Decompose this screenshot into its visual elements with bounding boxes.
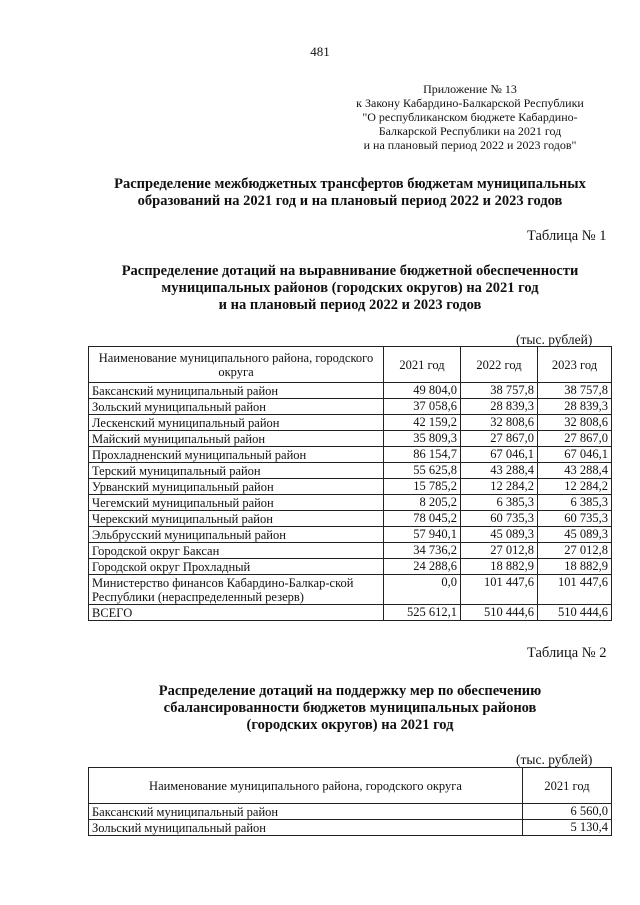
amount-2022: 101 447,6 xyxy=(461,575,538,605)
amount-2021: 8 205,2 xyxy=(384,495,461,511)
main-title-line: образований на 2021 год и на плановый период 2022 и 2023 годов xyxy=(137,193,563,209)
table1-total-row xyxy=(89,605,612,621)
table-row xyxy=(89,463,612,479)
region-name: Терский муниципальный район xyxy=(89,463,384,479)
amount-2023: 60 735,3 xyxy=(538,511,612,527)
page-number: 481 xyxy=(310,44,330,59)
amount-2023: 27 867,0 xyxy=(538,431,612,447)
amount-2022: 38 757,8 xyxy=(461,383,538,399)
region-name: Урванский муниципальный район xyxy=(89,479,384,495)
amount-2023: 28 839,3 xyxy=(538,399,612,415)
region-name: Прохладненский муниципальный район xyxy=(89,447,384,463)
amount-2022: 67 046,1 xyxy=(461,447,538,463)
amount-2021: 5 130,4 xyxy=(523,820,612,836)
region-name: Городской округ Баксан xyxy=(89,543,384,559)
amount-2021: 49 804,0 xyxy=(384,383,461,399)
appendix-reference xyxy=(330,82,610,152)
table-row xyxy=(89,511,612,527)
table-row xyxy=(89,543,612,559)
amount-2023: 45 089,3 xyxy=(538,527,612,543)
table-row xyxy=(89,415,612,431)
main-title xyxy=(60,176,640,210)
region-name: Зольский муниципальный район xyxy=(89,399,384,415)
table1-title-line: муниципальных районов (городских округов) на 2021 год xyxy=(161,280,539,296)
amount-2022: 6 385,3 xyxy=(461,495,538,511)
amount-2021: 37 058,6 xyxy=(384,399,461,415)
table-row xyxy=(89,479,612,495)
table1-header-2022: 2022 год xyxy=(461,347,538,383)
table1-header-2021: 2021 год xyxy=(384,347,461,383)
amount-2023: 27 012,8 xyxy=(538,543,612,559)
table2-header-name: Наименование муниципального района, городского округа xyxy=(89,768,523,804)
amount-2022: 32 808,6 xyxy=(461,415,538,431)
amount-2023: 101 447,6 xyxy=(538,575,612,605)
amount-2021: 34 736,2 xyxy=(384,543,461,559)
amount-2022: 12 284,2 xyxy=(461,479,538,495)
region-name: Лескенский муниципальный район xyxy=(89,415,384,431)
region-name: Эльбрусский муниципальный район xyxy=(89,527,384,543)
amount-2022: 43 288,4 xyxy=(461,463,538,479)
region-name: Зольский муниципальный район xyxy=(89,820,523,836)
table-row xyxy=(89,447,612,463)
table-row xyxy=(89,820,612,836)
appendix-line: Приложение № 13 xyxy=(423,82,517,96)
table1-total-2022: 510 444,6 xyxy=(461,605,538,621)
table2-unit: (тыс. рублей) xyxy=(516,752,593,767)
amount-2021: 15 785,2 xyxy=(384,479,461,495)
table-row xyxy=(89,495,612,511)
table1 xyxy=(88,346,612,621)
table1-label: Таблица № 1 xyxy=(527,228,607,244)
amount-2023: 18 882,9 xyxy=(538,559,612,575)
table2-title-line: сбалансированности бюджетов муниципальных районов xyxy=(163,700,537,716)
region-name: Чегемский муниципальный район xyxy=(89,495,384,511)
amount-2023: 12 284,2 xyxy=(538,479,612,495)
table2-title xyxy=(60,683,640,734)
table1-unit: (тыс. рублей) xyxy=(516,332,593,347)
appendix-line: и на плановый период 2022 и 2023 годов" xyxy=(363,138,577,152)
region-name: Министерство финансов Кабардино-Балкар-ской Республики (нераспределенный резерв) xyxy=(89,575,384,605)
amount-2023: 38 757,8 xyxy=(538,383,612,399)
amount-2023: 43 288,4 xyxy=(538,463,612,479)
region-name: Майский муниципальный район xyxy=(89,431,384,447)
table1-total-2021: 525 612,1 xyxy=(384,605,461,621)
amount-2021: 24 288,6 xyxy=(384,559,461,575)
table1-title-line: и на плановый период 2022 и 2023 годов xyxy=(218,297,482,313)
amount-2023: 32 808,6 xyxy=(538,415,612,431)
table2-label: Таблица № 2 xyxy=(527,645,607,661)
table1-header-2023: 2023 год xyxy=(538,347,612,383)
table2-title-line: Распределение дотаций на поддержку мер по обеспечению xyxy=(158,683,542,699)
region-name: Городской округ Прохладный xyxy=(89,559,384,575)
table1-total-2023: 510 444,6 xyxy=(538,605,612,621)
amount-2022: 45 089,3 xyxy=(461,527,538,543)
table2 xyxy=(88,767,612,836)
table1-title-line: Распределение дотаций на выравнивание бюджетной обеспеченности xyxy=(121,263,579,279)
table1-header-name: Наименование муниципального района, городского округа xyxy=(89,347,384,383)
table2-header-2021: 2021 год xyxy=(523,768,612,804)
main-title-line: Распределение межбюджетных трансфертов бюджетам муниципальных xyxy=(114,176,586,192)
amount-2021: 57 940,1 xyxy=(384,527,461,543)
table1-total-label: ВСЕГО xyxy=(89,605,384,621)
amount-2023: 6 385,3 xyxy=(538,495,612,511)
table-row xyxy=(89,559,612,575)
table1-title xyxy=(60,263,640,314)
region-name: Черекский муниципальный район xyxy=(89,511,384,527)
amount-2022: 28 839,3 xyxy=(461,399,538,415)
table-row xyxy=(89,527,612,543)
region-name: Баксанский муниципальный район xyxy=(89,383,384,399)
appendix-line: к Закону Кабардино-Балкарской Республики xyxy=(356,96,584,110)
amount-2021: 6 560,0 xyxy=(523,804,612,820)
amount-2022: 18 882,9 xyxy=(461,559,538,575)
region-name: Баксанский муниципальный район xyxy=(89,804,523,820)
amount-2021: 42 159,2 xyxy=(384,415,461,431)
table-row xyxy=(89,399,612,415)
amount-2022: 60 735,3 xyxy=(461,511,538,527)
amount-2022: 27 867,0 xyxy=(461,431,538,447)
amount-2021: 86 154,7 xyxy=(384,447,461,463)
amount-2021: 35 809,3 xyxy=(384,431,461,447)
amount-2022: 27 012,8 xyxy=(461,543,538,559)
appendix-line: Балкарской Республики на 2021 год xyxy=(378,124,562,138)
amount-2021: 0,0 xyxy=(384,575,461,605)
amount-2021: 55 625,8 xyxy=(384,463,461,479)
table1-header-row xyxy=(89,347,612,383)
amount-2021: 78 045,2 xyxy=(384,511,461,527)
table2-header-row xyxy=(89,768,612,804)
table-row xyxy=(89,383,612,399)
table-row xyxy=(89,431,612,447)
table-row xyxy=(89,575,612,605)
appendix-line: "О республиканском бюджете Кабардино- xyxy=(362,110,578,124)
amount-2023: 67 046,1 xyxy=(538,447,612,463)
table-row xyxy=(89,804,612,820)
table2-title-line: (городских округов) на 2021 год xyxy=(246,717,454,733)
